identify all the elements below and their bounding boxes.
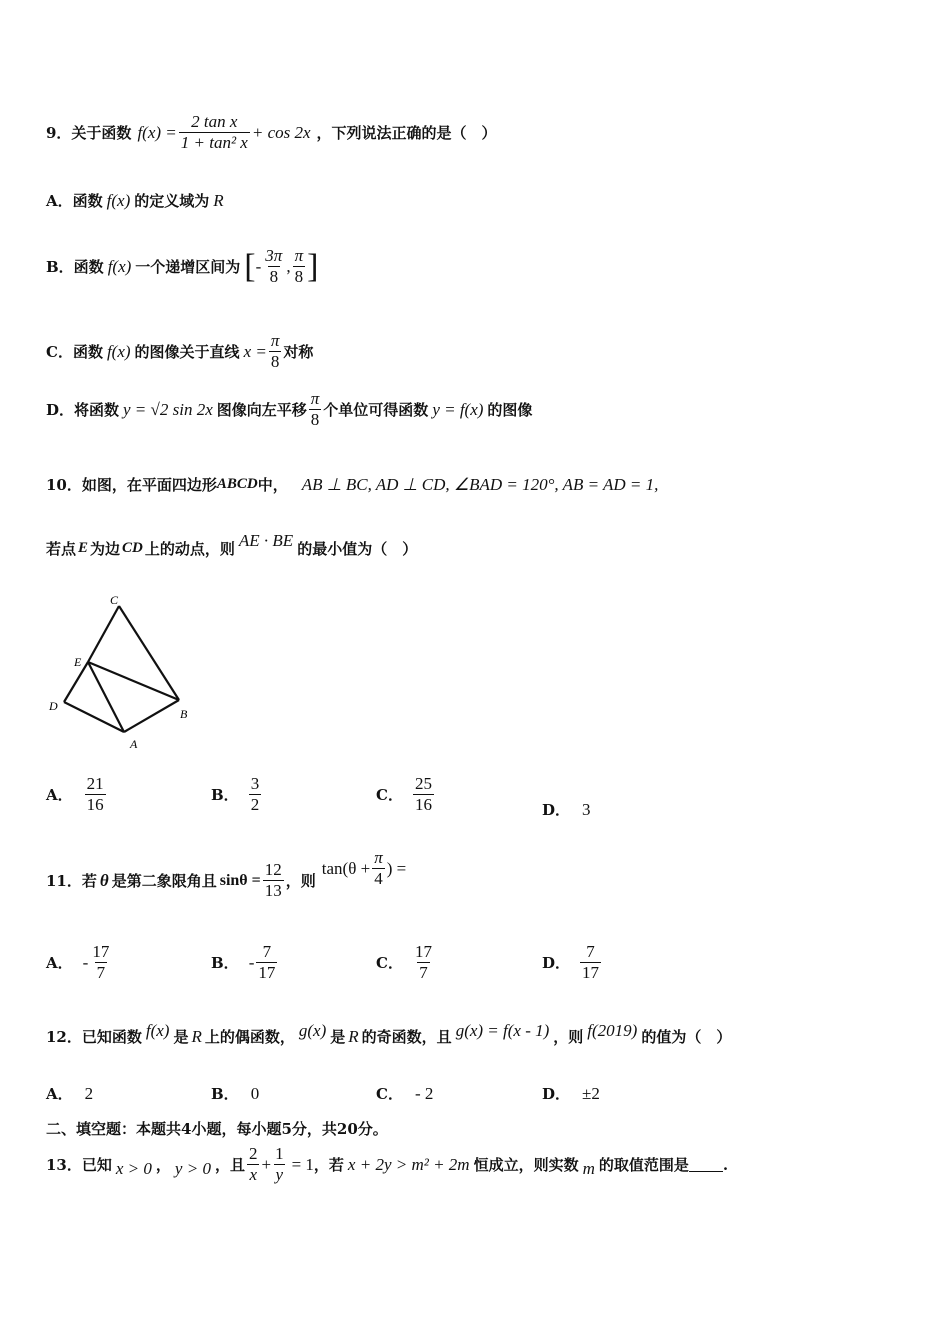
edge-ea — [88, 662, 124, 732]
q11-b-frac — [256, 942, 277, 983]
label-b: B — [180, 707, 188, 721]
frac-den: 7 — [419, 963, 428, 982]
frac-num: π — [374, 848, 383, 867]
q10-expression: AE · BE — [238, 530, 294, 550]
frac-num: 1 — [275, 1144, 284, 1163]
q11-c-frac — [413, 942, 434, 983]
option-label: D． — [542, 801, 571, 819]
option-label: C．函数 — [46, 343, 103, 361]
option-value: 2 — [84, 1083, 94, 1103]
q11-tan-frac — [372, 848, 385, 889]
q9-b-text: 一个递增区间为 — [135, 258, 241, 276]
answer-blank[interactable] — [689, 1157, 723, 1172]
q12-text: ，则 — [553, 1028, 584, 1046]
frac-num: 25 — [414, 774, 432, 793]
option-label: A． — [46, 786, 73, 804]
option-label: B．函数 — [46, 258, 104, 276]
frac-den: 17 — [582, 963, 600, 982]
label-e: E — [74, 655, 82, 669]
frac-num: 3π — [265, 246, 283, 265]
label-d: D — [49, 699, 58, 713]
q9-d-text2: 个单位可得函数 — [323, 401, 429, 419]
edge-ce — [88, 606, 119, 662]
q9-option-a — [46, 190, 224, 211]
option-label: B． — [211, 1085, 239, 1103]
q12-stem — [46, 1020, 732, 1047]
q11-stem — [46, 848, 407, 901]
option-label: D． — [542, 954, 571, 972]
q12-text: 上的偶函数， — [204, 1028, 295, 1046]
q9-a-func: f(x) — [106, 190, 131, 210]
edge-eb — [88, 662, 179, 700]
label-c: C — [110, 593, 119, 607]
q11-theta: θ — [99, 870, 109, 890]
frac-num: 21 — [86, 774, 104, 793]
q11-sin: sinθ = — [219, 871, 261, 889]
q9-option-b: B．函数 f(x) 一个递增区间为 [ - $\frac{3\pi}{8}$ , $\frac{\pi}{8}$ ] — [46, 246, 319, 286]
q13-plus: + — [261, 1154, 272, 1174]
option-label: D． — [542, 1085, 571, 1103]
q11-d-frac — [580, 942, 601, 983]
q11-a-frac — [90, 942, 111, 983]
frac-den: y — [275, 1165, 284, 1184]
frac-num: 17 — [414, 942, 432, 961]
q13-cond1: x > 0 — [115, 1158, 152, 1178]
label-a: A — [130, 737, 138, 751]
q13-text: ， — [155, 1156, 171, 1174]
q11-frac — [263, 860, 284, 901]
option-label: D．将函数 — [46, 401, 120, 419]
q12-text: 的值为（ ） — [641, 1028, 732, 1046]
frac-den: 8 — [269, 267, 279, 286]
frac-den: 16 — [86, 795, 104, 814]
q9-d-tail: 的图像 — [487, 401, 533, 419]
q10-cd: CD — [122, 540, 143, 556]
q10-e: E — [78, 540, 89, 556]
q10-b-frac — [249, 774, 262, 815]
q9-d-eq: y = √2 sin 2x — [123, 399, 213, 419]
q9-a-r: R — [213, 190, 224, 210]
q12-text: 的奇函数，且 — [361, 1028, 452, 1046]
q12-g: g(x) — [298, 1020, 327, 1040]
q10-text: 上的动点，则 — [144, 540, 235, 558]
q11-option-d — [542, 942, 603, 983]
q11-prefix: 11．若 — [46, 872, 97, 890]
q13-end: . — [722, 1155, 729, 1174]
option-sign: - — [248, 952, 255, 972]
q12-option-a — [46, 1083, 93, 1104]
q13-stem — [46, 1144, 728, 1185]
q13-text: ，若 — [313, 1156, 344, 1174]
frac-den: 13 — [264, 881, 282, 900]
q11-option-b — [211, 942, 279, 983]
option-sign: - — [82, 952, 89, 972]
frac-num: π — [310, 389, 320, 408]
option-label: B． — [211, 786, 239, 804]
frac-den: x — [249, 1165, 257, 1184]
frac-den: 17 — [258, 963, 276, 982]
q9-stem — [46, 112, 497, 153]
q9-c-text: 的图像关于直线 — [134, 343, 240, 361]
q9-frac-den: 1 + tan² x — [180, 133, 248, 152]
q9-b-frac2 — [293, 246, 306, 287]
frac-num: π — [294, 246, 304, 265]
q9-b-frac1 — [263, 246, 284, 287]
section-title: 二、填空题：本题共4小题，每小题5分，共20分。 — [46, 1120, 388, 1138]
q12-r1: R — [191, 1026, 202, 1046]
q9-fraction — [179, 112, 250, 153]
q9-c-eq: x = — [243, 341, 267, 361]
q12-option-b — [211, 1083, 259, 1104]
option-label: A． — [46, 954, 73, 972]
section-heading — [46, 1118, 388, 1139]
q11-mid: 是第二象限角且 — [111, 872, 217, 890]
q12-equation: g(x) = f(x - 1) — [455, 1020, 550, 1040]
q10-stem-line1 — [46, 474, 658, 495]
q10-figure — [44, 590, 204, 752]
frac-num: 3 — [250, 774, 260, 793]
q9-option-c — [46, 331, 313, 372]
q10-shape: ABCD — [216, 476, 258, 492]
q13-inequality: x + 2y > m² + 2m — [347, 1154, 470, 1174]
option-value: - 2 — [414, 1083, 434, 1103]
q10-text: 若点 — [46, 540, 77, 558]
q13-prefix: 13．已知 — [46, 1156, 112, 1174]
frac-num: 2 — [248, 1144, 258, 1163]
option-label: B． — [211, 954, 239, 972]
q9-frac-num: 2 tan x — [191, 112, 238, 131]
frac-num: 17 — [92, 942, 110, 961]
q13-frac1 — [247, 1144, 260, 1185]
option-value: 0 — [250, 1083, 260, 1103]
q12-r2: R — [348, 1026, 359, 1046]
frac-den: 8 — [294, 267, 304, 286]
q11-then: ，则 — [285, 872, 316, 890]
q12-prefix: 12．已知函数 — [46, 1028, 142, 1046]
q10-a-frac — [85, 774, 106, 815]
q10-mid: 中， — [257, 476, 288, 494]
edge-da — [64, 702, 124, 732]
frac-num: 7 — [262, 942, 272, 961]
edge-cb — [119, 606, 179, 700]
q13-frac2 — [273, 1144, 286, 1185]
q9-d-frac — [309, 389, 322, 430]
frac-den: 16 — [414, 795, 432, 814]
option-value: ±2 — [582, 1083, 600, 1103]
option-label: A．函数 — [46, 192, 103, 210]
frac-den: 8 — [270, 352, 280, 371]
q12-option-c — [376, 1083, 433, 1104]
q12-f: f(x) — [145, 1020, 170, 1040]
frac-num: π — [270, 331, 280, 350]
frac-den: 4 — [374, 869, 383, 888]
q9-tail: + cos 2x — [251, 122, 311, 142]
q13-cond2: y > 0 — [174, 1158, 211, 1178]
option-value: 3 — [582, 799, 591, 819]
q10-c-frac — [413, 774, 434, 815]
q9-c-frac — [269, 331, 282, 372]
q9-a-text: 的定义域为 — [134, 192, 210, 210]
q10-text: 的最小值为（ ） — [297, 540, 418, 558]
q13-text: ，且 — [214, 1156, 245, 1174]
q9-func: f(x) = — [137, 122, 177, 142]
frac-den: 7 — [96, 963, 106, 982]
option-label: A． — [46, 1085, 73, 1103]
q9-d-text1: 图像向左平移 — [216, 401, 307, 419]
q9-suffix: ，下列说法正确的是（ ） — [316, 124, 497, 142]
option-label: C． — [376, 786, 403, 804]
q11-tan-b: ) = — [386, 858, 407, 878]
q11-option-c — [376, 942, 436, 983]
q11-option-a — [46, 942, 113, 983]
q12-text: 是 — [173, 1028, 189, 1046]
q13-m: m — [582, 1158, 595, 1178]
q10-condition: AB ⊥ BC, AD ⊥ CD, ∠BAD = 120°, AB = AD = 1, — [301, 474, 659, 494]
frac-den: 2 — [250, 795, 260, 814]
q10-option-a — [46, 774, 108, 815]
q12-text: 是 — [330, 1028, 346, 1046]
q12-option-d — [542, 1083, 600, 1104]
q9-option-d — [46, 389, 532, 430]
q9-b-func: f(x) — [107, 256, 132, 276]
frac-num: 7 — [586, 942, 595, 961]
option-label: C． — [376, 1085, 403, 1103]
q10-option-d — [542, 799, 591, 820]
q10-option-c — [376, 774, 436, 815]
q9-prefix: 9．关于函数 — [46, 124, 132, 142]
q9-c-tail: 对称 — [283, 343, 314, 361]
option-label: C． — [376, 954, 403, 972]
edge-ab — [124, 700, 179, 732]
q10-stem-line2 — [46, 530, 418, 559]
q12-f2019: f(2019) — [587, 1020, 638, 1040]
q13-text: 的取值范围是 — [598, 1156, 689, 1174]
q9-d-eq2: y = f(x) — [432, 399, 484, 419]
q13-eq: = 1 — [291, 1154, 314, 1174]
q13-text: 恒成立，则实数 — [473, 1156, 579, 1174]
frac-den: 8 — [310, 410, 320, 429]
q11-tan-a: tan(θ + — [321, 858, 371, 878]
frac-num: 12 — [264, 860, 282, 879]
q10-prefix: 10．如图，在平面四边形 — [46, 476, 217, 494]
q9-c-func: f(x) — [106, 341, 131, 361]
q10-text: 为边 — [90, 540, 121, 558]
q10-option-b — [211, 774, 263, 815]
